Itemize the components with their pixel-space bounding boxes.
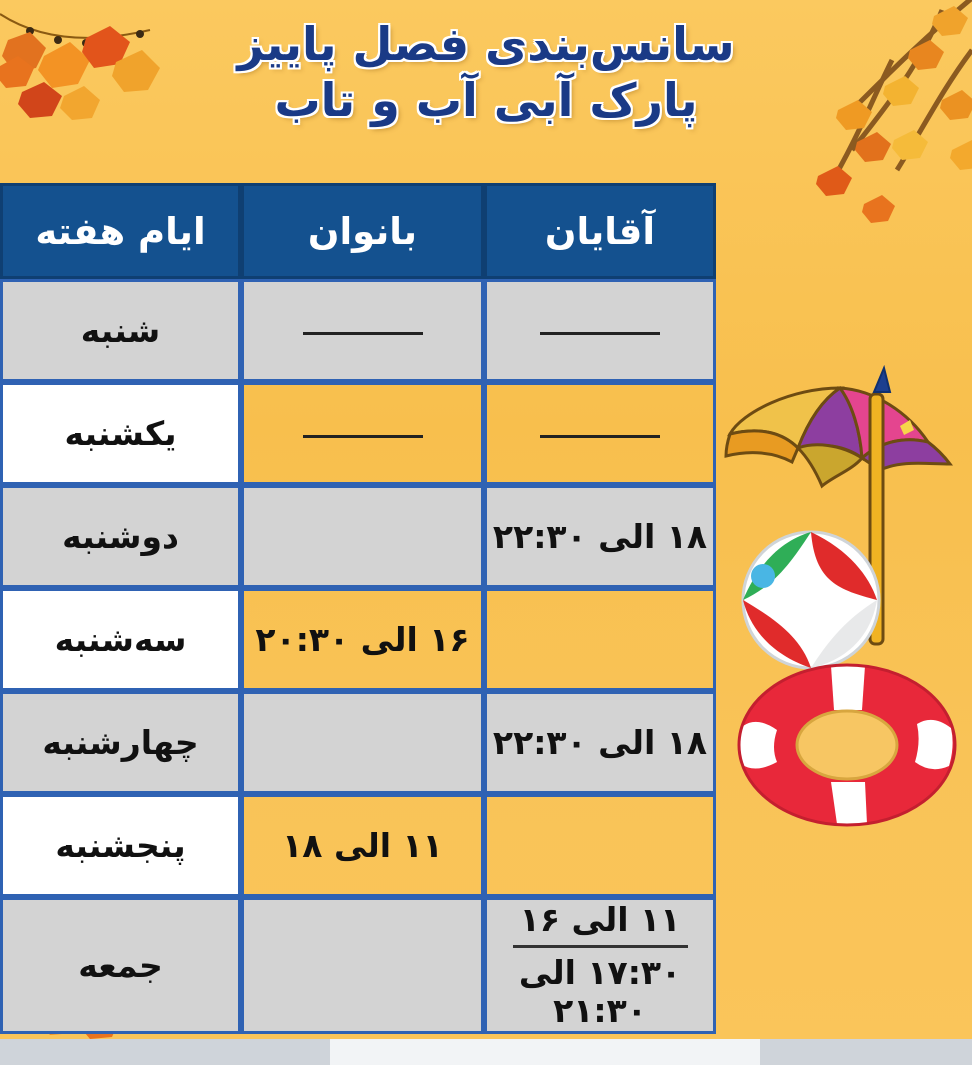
cell-men-tuesday bbox=[484, 588, 716, 691]
cell-men-thursday bbox=[484, 794, 716, 897]
table-row bbox=[0, 485, 716, 588]
table-row bbox=[0, 588, 716, 691]
schedule-table-wrapper bbox=[0, 183, 716, 1034]
cell-day-wednesday: چهارشنبه bbox=[0, 691, 241, 794]
divider bbox=[513, 945, 688, 948]
cell-day-tuesday: سه‌شنبه bbox=[0, 588, 241, 691]
cell-women-sunday bbox=[241, 382, 484, 485]
cell-day-thursday: پنجشنبه bbox=[0, 794, 241, 897]
bottom-band-light bbox=[330, 1039, 760, 1065]
dash-mark bbox=[540, 434, 660, 438]
cell-men-friday bbox=[484, 897, 716, 1034]
men-friday-session-1: ۱۱ الی ۱۶ bbox=[519, 900, 681, 939]
cell-day-sunday: یکشنبه bbox=[0, 382, 241, 485]
table-row bbox=[0, 279, 716, 382]
cell-women-wednesday bbox=[241, 691, 484, 794]
beach-ball-icon bbox=[743, 532, 879, 668]
cell-men-saturday bbox=[484, 279, 716, 382]
cell-men-wednesday: ۱۸ الی ۲۲:۳۰ bbox=[484, 691, 716, 794]
title-line-1: سانس‌بندی فصل پاییز bbox=[237, 17, 735, 71]
pool-floats-group bbox=[719, 520, 964, 850]
cell-men-monday: ۱۸ الی ۲۲:۳۰ bbox=[484, 485, 716, 588]
life-ring-icon bbox=[739, 665, 955, 825]
dash-mark bbox=[303, 331, 423, 335]
table-row bbox=[0, 897, 716, 1034]
dash-mark bbox=[303, 434, 423, 438]
cell-women-tuesday: ۱۶ الی ۲۰:۳۰ bbox=[241, 588, 484, 691]
dash-mark bbox=[540, 331, 660, 335]
schedule-table bbox=[0, 183, 716, 1034]
column-header-women: بانوان bbox=[241, 183, 484, 279]
men-friday-session-2: ۱۷:۳۰ الی ۲۱:۳۰ bbox=[518, 952, 682, 1030]
table-row bbox=[0, 691, 716, 794]
column-header-days: ایام هفته bbox=[0, 183, 241, 279]
cell-women-thursday: ۱۱ الی ۱۸ bbox=[241, 794, 484, 897]
table-row bbox=[0, 794, 716, 897]
cell-day-monday: دوشنبه bbox=[0, 485, 241, 588]
title-line-2: پارک آبی آب و تاب bbox=[274, 73, 698, 128]
cell-day-friday: جمعه bbox=[0, 897, 241, 1034]
table-row bbox=[0, 382, 716, 485]
table-header-row bbox=[0, 183, 716, 279]
column-header-men: آقایان bbox=[484, 183, 716, 279]
cell-women-monday bbox=[241, 485, 484, 588]
cell-women-saturday bbox=[241, 279, 484, 382]
page-title bbox=[0, 16, 972, 128]
cell-men-sunday bbox=[484, 382, 716, 485]
cell-women-friday bbox=[241, 897, 484, 1034]
cell-day-saturday: شنبه bbox=[0, 279, 241, 382]
